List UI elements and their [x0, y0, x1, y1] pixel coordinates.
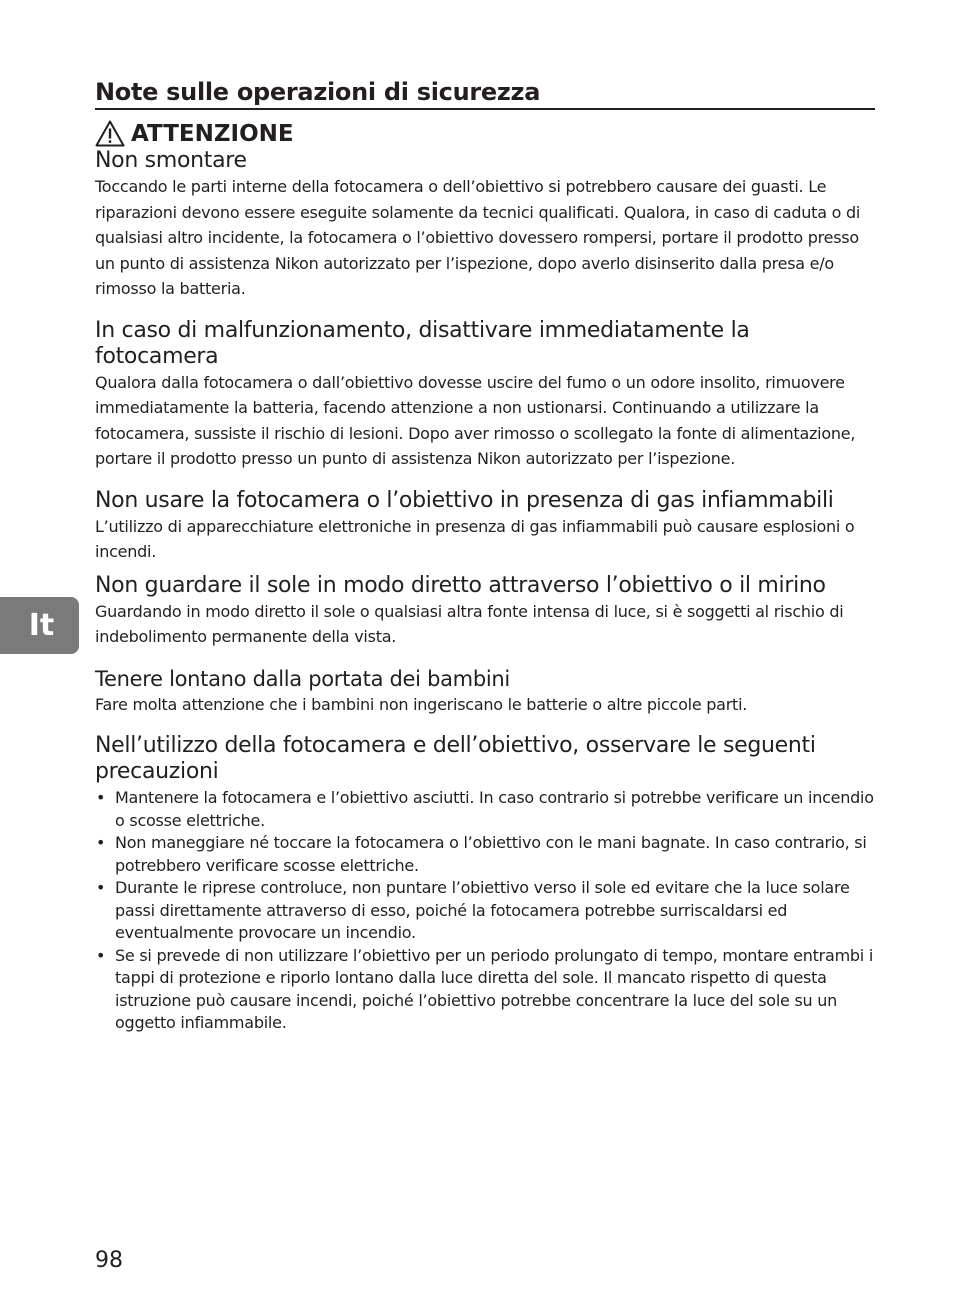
section-malfunction: [95, 318, 875, 472]
warning-triangle-icon: [95, 120, 125, 147]
section-body: Fare molta attenzione che i bambini non ingeriscano le batterie o altre piccole parti.: [95, 694, 748, 714]
section-body: Toccando le parti interne della fotocamera o dell’obiettivo si potrebbero causare dei guasti. Le riparazioni devono essere eseguite solamente da tecnici qualificati. Qualora, in caso di caduta o di qualsiasi altro incidente, la fotocamera o l’obiettivo dovessero rompersi, portare il prodotto presso un punto di assistenza Nikon autorizzato per l’ispezione, dopo averlo disinserito dalla presa e/o rimosso la batteria.: [95, 177, 861, 298]
attention-heading: [95, 120, 294, 147]
section-heading: Non smontare: [95, 148, 247, 173]
section-body: Guardando in modo diretto il sole o qualsiasi altra fonte intensa di luce, si è soggetti al rischio di indebolimento permanente della vista.: [95, 601, 844, 646]
precautions-list: [95, 787, 875, 1035]
section-heading: Nell’utilizzo della fotocamera e dell’obiettivo, osservare le seguenti precauzioni: [95, 733, 816, 784]
section-heading: In caso di malfunzionamento, disattivare immediatamente la fotocamera: [95, 317, 750, 369]
section-flammable-gas: [95, 488, 875, 565]
section-children: [95, 666, 875, 718]
list-item: • Mantenere la fotocamera e l’obiettivo asciutti. In caso contrario si potrebbe verificare un incendio o scosse elettriche.: [95, 787, 875, 832]
section-precautions: [95, 733, 875, 1035]
section-body: L’utilizzo di apparecchiature elettroniche in presenza di gas infiammabili può causare esplosioni o incendi.: [95, 516, 855, 561]
attention-label: ATTENZIONE: [131, 120, 294, 147]
section-body: Qualora dalla fotocamera o dall’obiettivo dovesse uscire del fumo o un odore insolito, rimuovere immediatamente la batteria, facendo attenzione a non ustionarsi. Continuando a utilizzare la fotocamera, sussiste il rischio di lesioni. Dopo aver rimosso o scollegato la fonte di alimentazione, portare il prodotto presso un punto di assistenza Nikon autorizzato per l’ispezione.: [95, 372, 856, 468]
section-heading: Non usare la fotocamera o l’obiettivo in presenza di gas infiammabili: [95, 487, 834, 513]
section-heading: Non guardare il sole in modo diretto attraverso l’obiettivo o il mirino: [95, 572, 826, 598]
page-title: Note sulle operazioni di sicurezza: [95, 78, 875, 110]
list-item: • Non maneggiare né toccare la fotocamera o l’obiettivo con le mani bagnate. In caso contrario, si potrebbero verificare scosse elettriche.: [95, 832, 875, 877]
section-disassembly: [95, 148, 875, 302]
list-item: • Durante le riprese controluce, non puntare l’obiettivo verso il sole ed evitare che la luce solare passi direttamente attraverso di esso, poiché la fotocamera potrebbe surriscaldarsi ed eventualmente provocare un incendio.: [95, 877, 875, 945]
section-sun: [95, 573, 875, 650]
page-number: 98: [95, 1248, 123, 1273]
safety-content: [95, 148, 875, 1051]
language-tab: It: [0, 597, 79, 654]
list-item: • Se si prevede di non utilizzare l’obiettivo per un periodo prolungato di tempo, montare entrambi i tappi di protezione e riporlo lontano dalla luce diretta del sole. Il mancato rispetto di questa istruzione può causare incendi, poiché l’obiettivo potrebbe concentrare la luce del sole su un oggetto infiammabile.: [95, 945, 875, 1035]
section-heading: Tenere lontano dalla portata dei bambini: [95, 666, 510, 691]
